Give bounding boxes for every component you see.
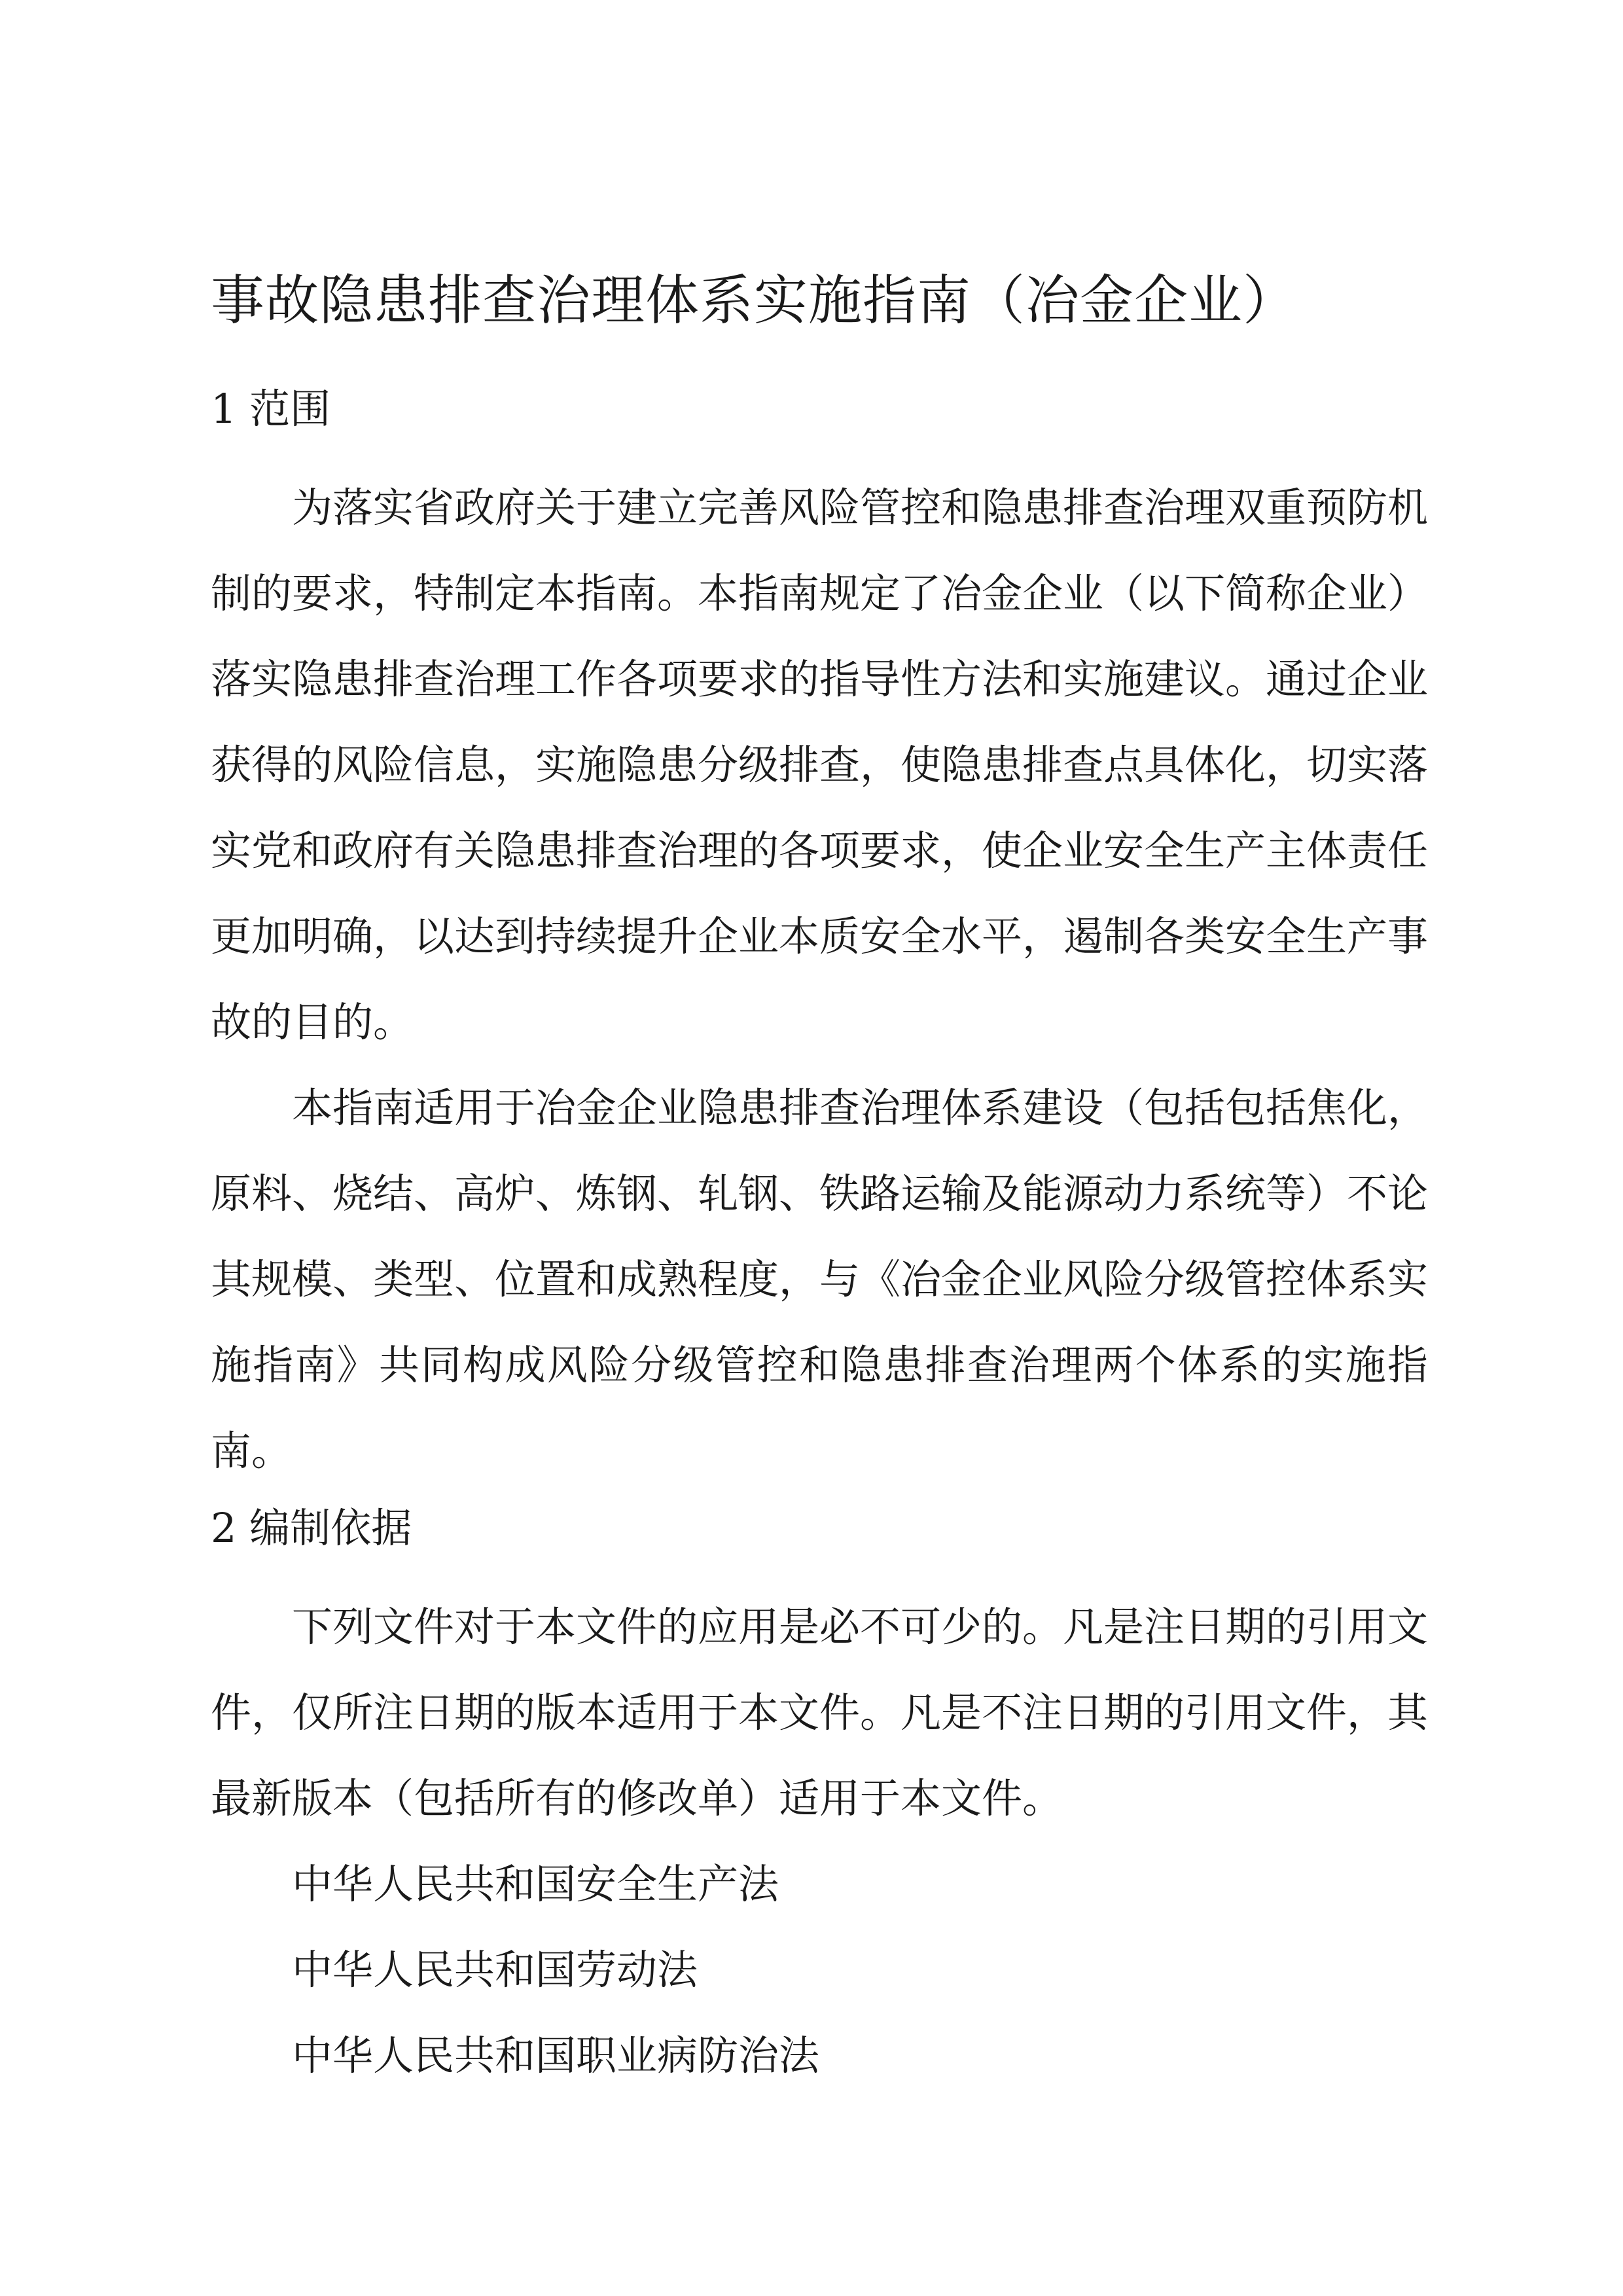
law-item: 中华人民共和国劳动法 bbox=[292, 1946, 698, 1994]
section-basis bbox=[211, 1499, 1428, 2098]
section-heading: 1 范围 bbox=[211, 385, 331, 433]
law-item: 中华人民共和国安全生产法 bbox=[292, 1860, 779, 1908]
paragraph: 本指南适用于冶金企业隐患排查治理体系建设（包括包括焦化，原料、烧结、高炉、炼钢、轧钢、铁路运输及能源动力系统等）不论其规模、类型、位置和成熟程度，与《冶金企业风险分级管控体系实施指南》共同构成风险分级管控和隐患排查治理两个体系的实施指南。 bbox=[211, 1084, 1429, 1475]
document-page bbox=[211, 262, 1428, 2098]
paragraph: 为落实省政府关于建立完善风险管控和隐患排查治理双重预防机制的要求，特制定本指南。本指南规定了冶金企业（以下简称企业）落实隐患排查治理工作各项要求的指导性方法和实施建议。通过企业获得的风险信息，实施隐患分级排查，使隐患排查点具体化，切实落实党和政府有关隐患排查治理的各项要求，使企业安全生产主体责任更加明确，以达到持续提升企业本质安全水平，遏制各类安全生产事故的目的。 bbox=[211, 484, 1429, 1046]
section-heading: 2 编制依据 bbox=[211, 1504, 412, 1552]
paragraph: 下列文件对于本文件的应用是必不可少的。凡是注日期的引用文件，仅所注日期的版本适用于本文件。凡是不注日期的引用文件，其最新版本（包括所有的修改单）适用于本文件。 bbox=[211, 1603, 1429, 1822]
document-title: 事故隐患排查治理体系实施指南（冶金企业） bbox=[211, 270, 1298, 332]
section-scope bbox=[211, 380, 1428, 1494]
law-item: 中华人民共和国职业病防治法 bbox=[292, 2032, 820, 2079]
